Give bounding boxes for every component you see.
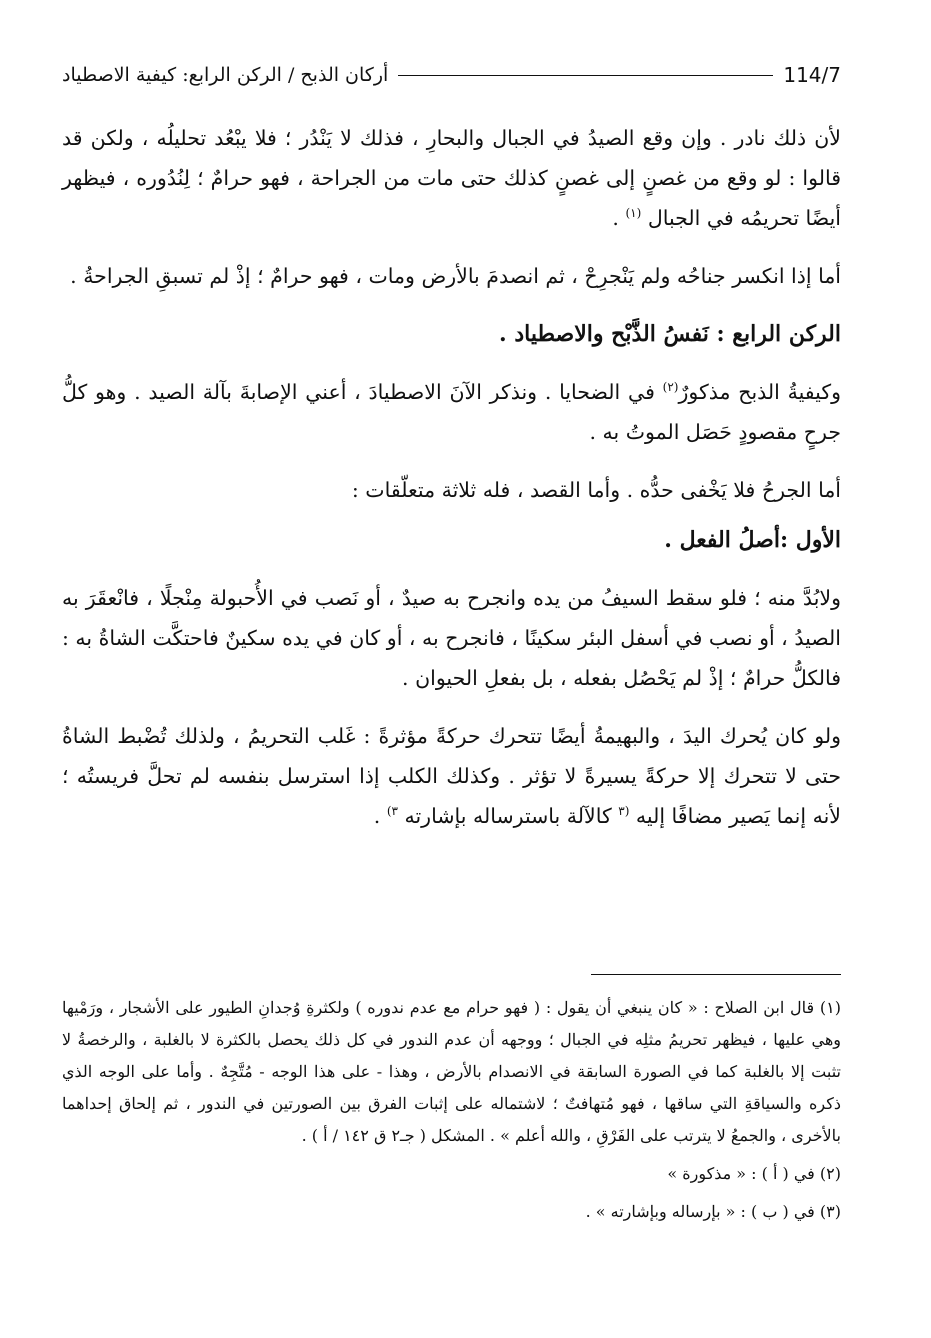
paragraph-3-rest: في الضحايا . ونذكر الآنَ الاصطيادَ ، أعني الإصابةَ بآلة الصيد . وهو كلُّ جرحٍ مقصودٍ حَصَل الموتُ به .	[62, 380, 841, 444]
page-number: 114/7	[783, 63, 841, 87]
paragraph-5: ولابُدَّ منه ؛ فلو سقط السيفُ من يده وانجرح به صيدٌ ، أو نَصب في الأُحبولة مِنْجلًا ، فانْعقَرَ به الصيدُ ، أو نصب في أسفل البئر سكينًا ، فانجرح به ، أو كان في يده سكينٌ فاحتكَّت الشاةُ به : فالكلُّ حرامٌ ؛ إذْ لم يَحْصُل بفعله ، بل بفعلِ الحيوان .	[62, 586, 841, 690]
footnote-separator	[591, 974, 841, 975]
paragraph-4: أما الجرحُ فلا يَخْفى حدُّه . وأما القصد ، فله ثلاثة متعلّقات :	[351, 478, 841, 502]
footnote-2: (٢) في ( أ ) : « مذكورة »	[667, 1164, 841, 1183]
section-heading-rukn-4: الركن الرابع : نَفسُ الذَّبْح والاصطياد .	[499, 321, 841, 347]
main-text	[62, 118, 841, 854]
running-header	[62, 55, 841, 95]
footnote-3: (٣) في ( ب ) : « بإرساله وبإشارته » .	[585, 1202, 841, 1221]
footnote-ref-3-close: ٣)	[386, 804, 398, 819]
footnote-ref-2: (٢)	[662, 380, 679, 395]
header-title: أركان الذبح / الركن الرابع: كيفية الاصطياد	[62, 64, 389, 86]
footnotes	[62, 992, 841, 1234]
paragraph-6	[62, 716, 841, 836]
paragraph-3	[62, 372, 841, 452]
footnote-ref-3-open: (٣	[618, 804, 630, 819]
paragraph-2: أما إذا انكسر جناحُه ولم يَنْجرِحْ ، ثم انصدمَ بالأرض ومات ، فهو حرامٌ ؛ إذْ لم تسبقِ الجراحةُ .	[70, 264, 841, 288]
paragraph-6-start: ولو كان يُحرك اليدَ ، والبهيمةُ أيضًا تتحرك حركةً مؤثرةً : غَلب التحريمُ ، ولذلك تُضْبط الشاةُ حتى لا تتحرك إلا حركةً يسيرةً لا تؤثر . وكذلك الكلب إذا استرسل بنفسه لم تحلَّ فريستُه ؛ لأنه إنما يَصير مضافًا إليه	[62, 724, 841, 828]
footnote-ref-1: (١)	[625, 206, 642, 221]
paragraph-3-start: وكيفيةُ الذبح مذكورٌ	[678, 380, 841, 404]
footnote-1: (١) قال ابن الصلاح : « كان ينبغي أن يقول : ( فهو حرام مع عدم ندوره ) ولكثرةِ وُجدانِ الطيور على الأشجار ، ورَمْيها وهي عليها ، فيظهر تحريمُ مثلِه في الجبال ؛ ووجهه أن عدم الندور في كل ذلك يحصل بالكثرة لا بالغلبة ، والرخصةُ لا تثبت إلا بالغلبة كما في الصورة السابقة في الانصدام بالأرض ، وهذا - على هذا الوجه - مُتَّجِهٌ . وأما على الوجه الذي ذكره والسياقةِ التي ساقها ، فهو مُتهافتٌ ؛ لاشتماله على إثبات الفرق بين الصورتين في الندور ، ثم إلحاق إحداهما بالأخرى ، والجمعُ لا يترتب على الفَرْقِ ، والله أعلم » . المشكل ( جـ٢ ق ١٤٢ / أ ) .	[62, 998, 842, 1145]
paragraph-6-mid: كالآلة باسترساله بإشارته	[397, 804, 619, 828]
paragraph-1	[62, 118, 841, 238]
header-rule	[398, 75, 773, 76]
section-heading-first: الأول :أصلُ الفعل .	[664, 527, 841, 553]
paragraph-6-end: .	[373, 804, 387, 828]
paragraph-1-end: .	[612, 206, 626, 230]
paragraph-1-text: لأن ذلك نادر . وإن وقع الصيدُ في الجبال والبحارِ ، فذلك لا يَنْدُر ؛ فلا يبْعُد تحليلُه ، ولكن قد قالوا : لو وقع من غصنٍ إلى غصنٍ كذلك حتى مات من الجراحة ، فهو حرامٌ ؛ لِنُدُوره ، فيظهر أيضًا تحريمُه في الجبال	[62, 126, 841, 230]
